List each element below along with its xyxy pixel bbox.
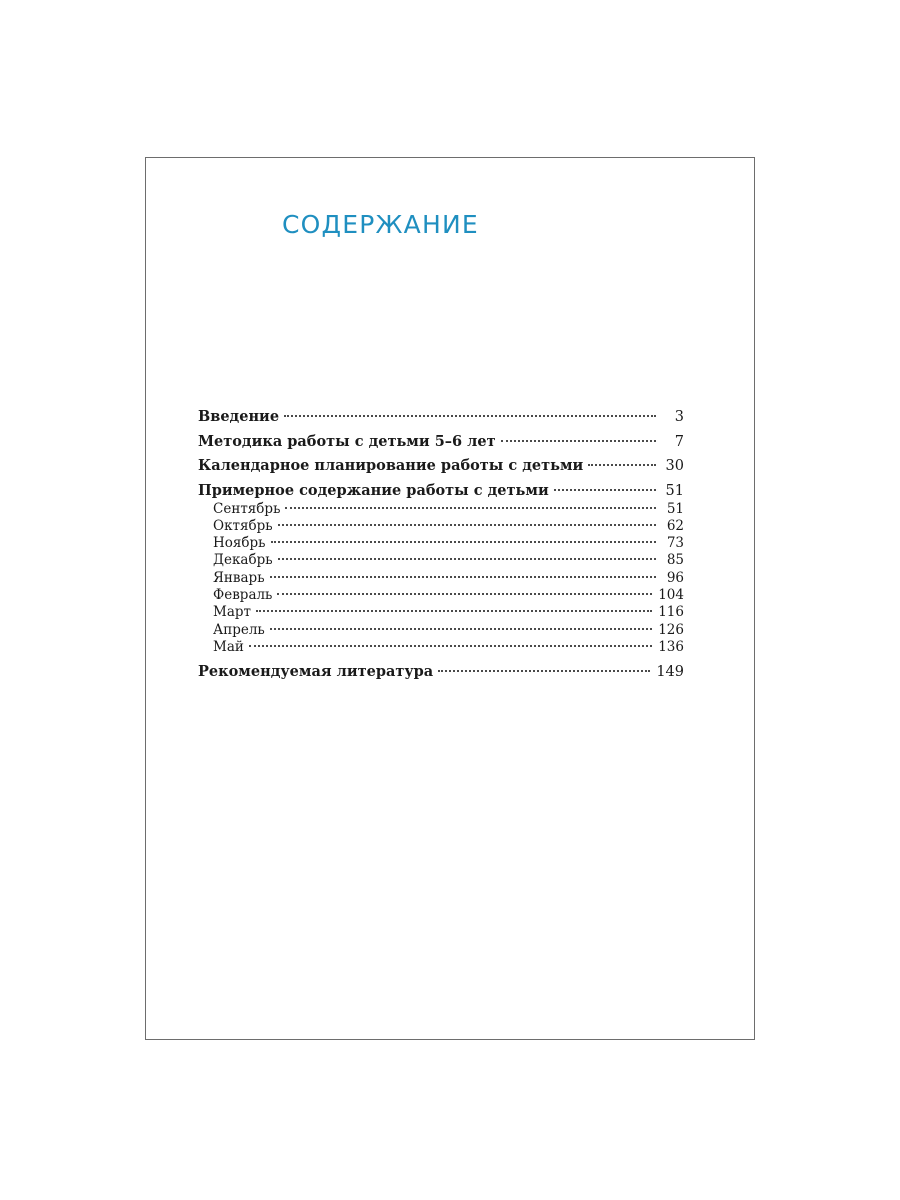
- toc-subentry-april[interactable]: [198, 622, 684, 639]
- toc-entry-page: 149: [656, 663, 684, 680]
- toc-entry-page: 85: [666, 552, 684, 569]
- toc-subentry-september[interactable]: [198, 501, 684, 518]
- dot-leader: [285, 507, 656, 509]
- toc-entry-page: 62: [666, 517, 684, 534]
- toc-entry-label: Рекомендуемая литература: [198, 662, 434, 680]
- toc-entry-label: Ноябрь: [213, 535, 266, 552]
- toc-entry-label: Сентябрь: [213, 500, 281, 517]
- toc-subentry-december[interactable]: [198, 552, 684, 569]
- toc-heading: СОДЕРЖАНИЕ: [282, 210, 479, 239]
- dot-leader: [278, 558, 656, 560]
- toc-entry-introduction[interactable]: [198, 408, 684, 433]
- toc-entry-label: Апрель: [213, 621, 265, 638]
- toc-entry-label: Февраль: [213, 586, 273, 603]
- toc-entry-page: 51: [666, 500, 684, 517]
- dot-leader: [588, 464, 656, 466]
- toc-subentry-october[interactable]: [198, 518, 684, 535]
- dot-leader: [270, 628, 652, 630]
- toc-entry-sample-content[interactable]: [198, 482, 684, 501]
- toc-entry-calendar-planning[interactable]: [198, 457, 684, 482]
- table-of-contents: [198, 408, 684, 687]
- toc-entry-page: 96: [666, 569, 684, 586]
- toc-entry-label: Календарное планирование работы с детьми: [198, 457, 584, 474]
- toc-entry-page: 7: [674, 433, 684, 450]
- dot-leader: [256, 610, 652, 612]
- toc-entry-label: Введение: [198, 408, 280, 425]
- toc-entry-page: 73: [666, 535, 684, 552]
- toc-entry-recommended-literature[interactable]: [198, 663, 684, 688]
- toc-subentry-january[interactable]: [198, 570, 684, 587]
- toc-entry-label: Декабрь: [213, 552, 273, 569]
- toc-entry-label: Методика работы с детьми 5–6 лет: [198, 432, 496, 450]
- toc-entry-label: Январь: [213, 569, 265, 586]
- dot-leader: [249, 645, 652, 647]
- toc-subentry-november[interactable]: [198, 535, 684, 552]
- toc-entry-label: Март: [213, 604, 251, 621]
- dot-leader: [278, 524, 656, 526]
- toc-entry-page: 104: [658, 586, 684, 603]
- toc-entry-label: Май: [213, 638, 244, 655]
- toc-entry-label: Октябрь: [213, 517, 273, 534]
- dot-leader: [438, 670, 650, 672]
- toc-entry-page: 126: [658, 621, 684, 638]
- dot-leader: [554, 489, 656, 491]
- dot-leader: [270, 576, 656, 578]
- dot-leader: [271, 541, 656, 543]
- toc-entry-page: 136: [658, 638, 684, 655]
- dot-leader: [277, 593, 652, 595]
- toc-entry-label: Примерное содержание работы с детьми: [198, 481, 549, 499]
- toc-entry-page: 51: [665, 482, 684, 499]
- dot-leader: [284, 415, 656, 417]
- toc-entry-page: 3: [674, 409, 684, 425]
- toc-subentry-february[interactable]: [198, 587, 684, 604]
- toc-subentry-march[interactable]: [198, 604, 684, 621]
- toc-subentry-may[interactable]: [198, 639, 684, 663]
- dot-leader: [501, 440, 656, 442]
- toc-entry-methodology[interactable]: [198, 433, 684, 458]
- toc-entry-page: 30: [665, 458, 684, 474]
- toc-entry-page: 116: [658, 604, 684, 621]
